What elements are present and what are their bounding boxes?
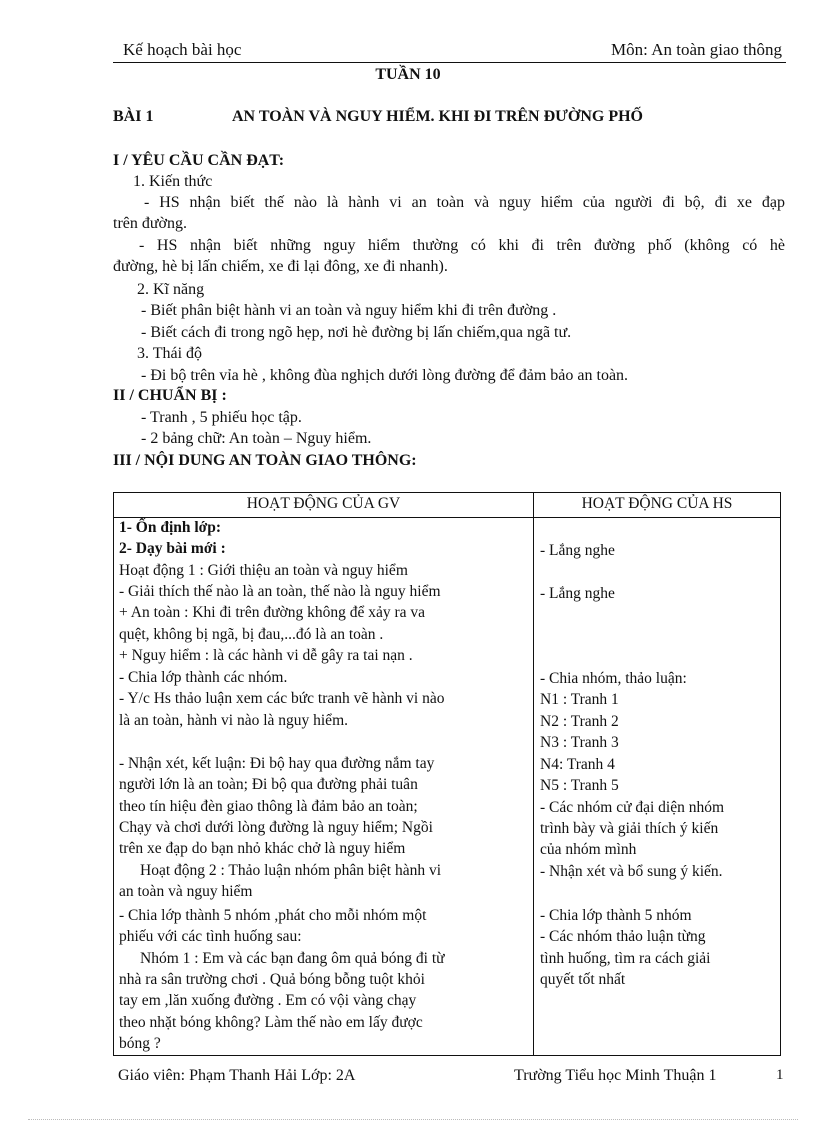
student-line: của nhóm mình: [540, 841, 637, 858]
header-rule: [113, 62, 786, 63]
header-left: Kế hoạch bài học: [123, 40, 242, 59]
teacher-line: trên xe đạp do bạn nhỏ khác chở là nguy hiểm: [119, 840, 406, 857]
footer-teacher-info: Giáo viên: Phạm Thanh Hải Lớp: 2A: [118, 1067, 356, 1084]
teacher-activities-cell: [114, 518, 534, 1056]
teacher-line: Hoạt động 2 : Thảo luận nhóm phân biệt hành vi: [140, 862, 442, 879]
student-line: - Các nhóm cử đại diện nhóm: [540, 799, 725, 816]
footer-school-name: Trường Tiểu học Minh Thuận 1: [514, 1067, 717, 1084]
preparation-item-1: - Tranh , 5 phiếu học tập.: [141, 409, 302, 426]
knowledge-item-1-line2: trên đường.: [113, 215, 188, 232]
student-line: N1 : Tranh 1: [540, 691, 619, 708]
subheading-attitude: 3. Thái độ: [137, 345, 203, 362]
subheading-skills: 2. Kĩ năng: [137, 281, 205, 298]
teacher-line: theo nhặt bóng không? Làm thế nào em lấy được: [119, 1014, 423, 1031]
teacher-line: theo tín hiệu đèn giao thông là đảm bảo an toàn;: [119, 798, 418, 815]
student-line: - Lắng nghe: [540, 542, 615, 559]
teacher-line: 2- Dạy bài mới :: [119, 540, 226, 557]
column-header-teacher: HOẠT ĐỘNG CỦA GV: [114, 493, 534, 518]
teacher-line: là an toàn, hành vi nào là nguy hiểm.: [119, 712, 348, 729]
teacher-line: bóng ?: [119, 1035, 161, 1052]
student-line: N4: Tranh 4: [540, 756, 615, 773]
section-heading-requirements: I / YÊU CẦU CẦN ĐẠT:: [113, 152, 285, 169]
knowledge-item-1-line1: - HS nhận biết thế nào là hành vi an toàn và nguy hiểm của người đi bộ, đi xe đạp: [144, 194, 785, 211]
student-line: quyết tốt nhất: [540, 971, 626, 988]
section-heading-preparation: II / CHUẨN BỊ :: [113, 387, 227, 404]
header-right: Môn: An toàn giao thông: [611, 40, 782, 59]
skills-item-1: - Biết phân biệt hành vi an toàn và nguy hiểm khi đi trên đường .: [141, 302, 557, 319]
lesson-title: AN TOÀN VÀ NGUY HIỂM. KHI ĐI TRÊN ĐƯỜNG PHỐ: [232, 108, 643, 125]
teacher-line: 1- Ổn định lớp:: [119, 519, 222, 536]
teacher-line: quệt, không bị ngã, bị đau,...đó là an toàn .: [119, 626, 384, 643]
column-header-student: HOẠT ĐỘNG CỦA HS: [534, 493, 781, 518]
teacher-line: - Chia lớp thành các nhóm.: [119, 669, 288, 686]
teacher-line: Hoạt động 1 : Giới thiệu an toàn và nguy hiểm: [119, 562, 408, 579]
teacher-line: - Chia lớp thành 5 nhóm ,phát cho mỗi nhóm một: [119, 907, 427, 924]
teacher-line: Nhóm 1 : Em và các bạn đang ôm quả bóng đi từ: [140, 950, 445, 967]
teacher-line: phiếu với các tình huống sau:: [119, 928, 302, 945]
teacher-line: nhà ra sân trường chơi . Quả bóng bỗng tuột khỏi: [119, 971, 425, 988]
activity-table: [113, 492, 781, 1056]
student-line: tình huống, tìm ra cách giải: [540, 950, 711, 967]
teacher-line: tay em ,lăn xuống đường . Em có vội vàng chạy: [119, 992, 417, 1009]
teacher-line: - Giải thích thế nào là an toàn, thế nào là nguy hiểm: [119, 583, 441, 600]
attitude-item-1: - Đi bộ trên vỉa hè , không đùa nghịch dưới lòng đường để đảm bảo an toàn.: [141, 367, 629, 384]
page-bottom-border: [28, 1119, 798, 1120]
teacher-line: Chạy và chơi dưới lòng đường là nguy hiểm; Ngồi: [119, 819, 433, 836]
teacher-line: - Y/c Hs thảo luận xem các bức tranh vẽ hành vi nào: [119, 690, 445, 707]
section-heading-content: III / NỘI DUNG AN TOÀN GIAO THÔNG:: [113, 452, 417, 469]
lesson-number: BÀI 1: [113, 108, 154, 125]
teacher-line: - Nhận xét, kết luận: Đi bộ hay qua đường nắm tay: [119, 755, 435, 772]
student-line: - Nhận xét và bổ sung ý kiến.: [540, 863, 723, 880]
teacher-line: người lớn là an toàn; Đi bộ qua đường phải tuân: [119, 776, 418, 793]
knowledge-item-2-line2: đường, hè bị lấn chiếm, xe đi lại đông, xe đi nhanh).: [113, 258, 448, 275]
teacher-line: an toàn và nguy hiểm: [119, 883, 253, 900]
student-line: - Lắng nghe: [540, 585, 615, 602]
student-activities-cell: [534, 518, 781, 1056]
student-line: - Chia nhóm, thảo luận:: [540, 670, 687, 687]
skills-item-2: - Biết cách đi trong ngõ hẹp, nơi hè đường bị lấn chiếm,qua ngã tư.: [141, 324, 572, 341]
student-line: - Chia lớp thành 5 nhóm: [540, 907, 692, 924]
knowledge-item-2-line1: - HS nhận biết những nguy hiểm thường có khi đi trên đường phố (không có hè: [139, 237, 785, 254]
teacher-line: + Nguy hiểm : là các hành vi dễ gây ra tai nạn .: [119, 647, 413, 664]
teacher-line: + An toàn : Khi đi trên đường không để xảy ra va: [119, 604, 426, 621]
student-line: trình bày và giải thích ý kiến: [540, 820, 719, 837]
week-title: TUẦN 10: [375, 66, 441, 83]
student-line: N2 : Tranh 2: [540, 713, 619, 730]
subheading-knowledge: 1. Kiến thức: [133, 173, 213, 190]
preparation-item-2: - 2 bảng chữ: An toàn – Nguy hiểm.: [141, 430, 372, 447]
page-number: 1: [776, 1067, 784, 1083]
student-line: - Các nhóm thảo luận từng: [540, 928, 706, 945]
student-line: N3 : Tranh 3: [540, 734, 619, 751]
student-line: N5 : Tranh 5: [540, 777, 619, 794]
